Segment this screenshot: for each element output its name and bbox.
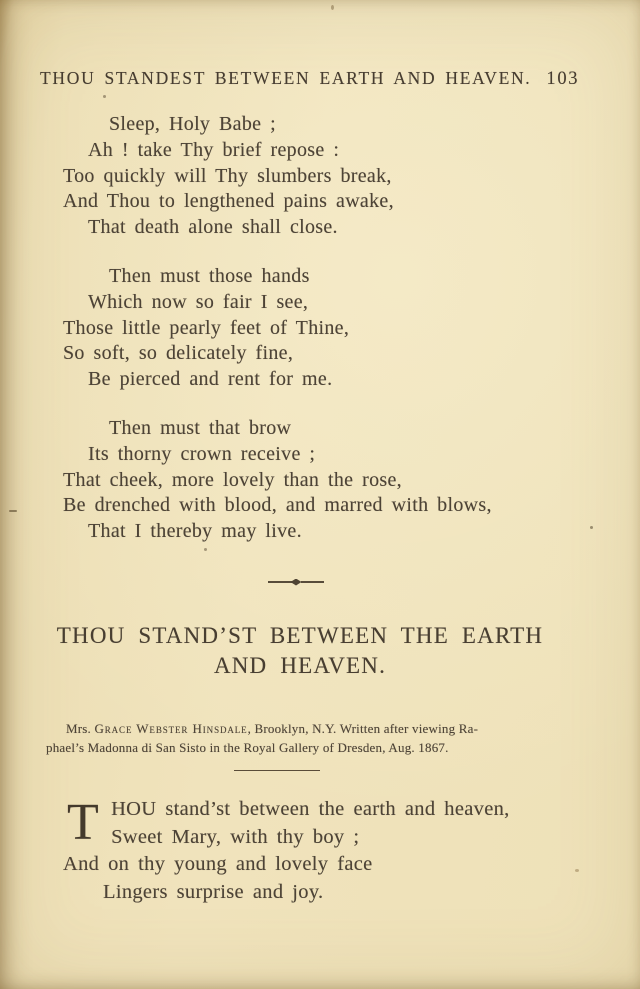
poem-line: Sweet Mary, with thy boy ;	[111, 825, 360, 848]
poem-line: Then must that brow	[109, 416, 292, 439]
divider-line-right	[301, 581, 325, 583]
poem-line: Its thorny crown receive ;	[88, 442, 316, 465]
poem-thou-standst	[63, 796, 593, 906]
hymn-title	[40, 621, 560, 680]
divider-line-left	[268, 581, 292, 583]
paper-speck	[9, 510, 17, 512]
poem-line: Which now so fair I see,	[88, 290, 309, 313]
hymn-title-line1: THOU STAND’ST BETWEEN THE EARTH	[56, 623, 544, 648]
poem-line: Ah ! take Thy brief repose :	[88, 138, 340, 161]
poem-line: Those little pearly feet of Thine,	[63, 316, 350, 339]
poem-line: HOU stand’st between the earth and heaven,	[111, 798, 510, 820]
poem-line: Lingers surprise and joy.	[103, 880, 324, 903]
poem-line: Then must those hands	[109, 264, 310, 287]
attribution	[46, 719, 566, 757]
poem-line: That I thereby may live.	[88, 520, 302, 543]
attribution-line1	[46, 719, 566, 738]
attribution-line1-rest: , Brooklyn, N.Y. Written after viewing Ra-	[247, 721, 479, 736]
poem-sleep-holy-babe	[63, 112, 583, 568]
poem-line: So soft, so delicately fine,	[63, 342, 294, 365]
attribution-line2: phael’s Madonna di San Sisto in the Royal Gallery of Dresden, Aug. 1867.	[46, 740, 449, 755]
stanza-2	[63, 264, 583, 393]
stanza-3	[63, 416, 583, 545]
drop-cap: T	[67, 794, 100, 851]
poem-line: That death alone shall close.	[88, 216, 338, 239]
paper-speck	[590, 526, 593, 529]
poem-line: Be pierced and rent for me.	[88, 368, 333, 391]
paper-speck	[331, 5, 334, 10]
hymn-title-line2: AND HEAVEN.	[213, 652, 387, 678]
section-divider-ornament	[268, 577, 324, 587]
poem-line: That cheek, more lovely than the rose,	[63, 468, 402, 491]
poem-line: Sleep, Holy Babe ;	[109, 113, 276, 135]
stanza-1	[63, 112, 583, 241]
running-title: THOU STANDEST BETWEEN EARTH AND HEAVEN.	[40, 68, 532, 88]
author-name: Grace Webster Hinsdale	[94, 721, 248, 736]
divider-diamond-icon	[291, 579, 302, 586]
separator-rule	[234, 770, 320, 771]
poem-line: Too quickly will Thy slumbers break,	[63, 164, 392, 187]
attribution-prefix: Mrs.	[66, 721, 95, 736]
poem-line: And Thou to lengthened pains awake,	[63, 190, 394, 213]
paper-speck	[103, 95, 106, 98]
page-header	[40, 68, 580, 90]
poem-line: Be drenched with blood, and marred with blows,	[63, 494, 492, 517]
page-number: 103	[546, 69, 580, 89]
poem-line: And on thy young and lovely face	[63, 853, 373, 875]
